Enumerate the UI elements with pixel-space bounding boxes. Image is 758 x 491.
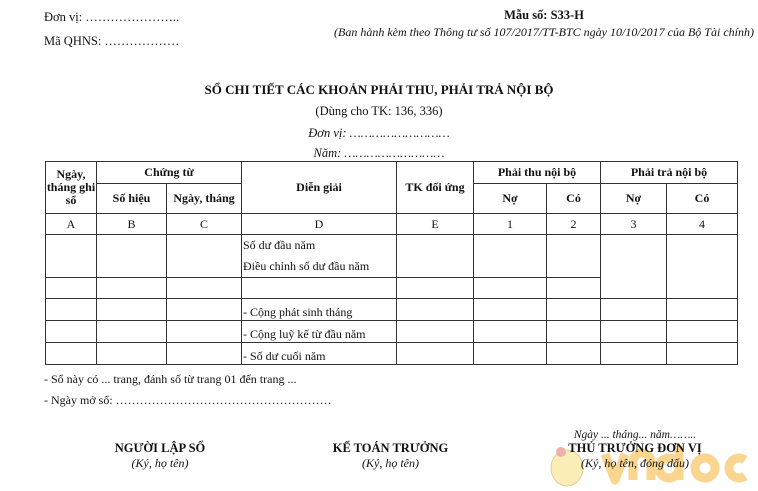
cell[interactable] [167, 321, 242, 343]
cell[interactable] [46, 343, 97, 365]
form-number: Mẫu số: S33-H [504, 8, 584, 22]
decree-reference: (Ban hành kèm theo Thông tư số 107/2017/TT-BTC ngày 10/10/2017 của Bộ Tài chính) [334, 25, 754, 39]
table-row [46, 321, 738, 343]
cell[interactable] [474, 321, 547, 343]
cell[interactable] [397, 321, 474, 343]
cell[interactable] [474, 299, 547, 321]
cell[interactable] [547, 343, 601, 365]
opening-adjustment-label: Điều chỉnh số dư đầu năm [243, 259, 370, 273]
cell[interactable] [97, 299, 167, 321]
table-row [46, 235, 738, 278]
col-letter: C [167, 214, 242, 235]
cell[interactable] [667, 321, 738, 343]
cell[interactable] [97, 278, 167, 299]
cell[interactable] [46, 321, 97, 343]
unit-line: Đơn vị: ……………………… [308, 126, 450, 140]
cell[interactable] [397, 278, 474, 299]
accountant-signature [318, 441, 463, 471]
unit-label: Đơn vị: ………………….. [44, 10, 180, 24]
cell[interactable] [667, 343, 738, 365]
col-letter: D [242, 214, 397, 235]
head-title: THỦ TRƯỞNG ĐƠN VỊ [568, 441, 702, 455]
closing-balance-label: - Số dư cuối năm [242, 343, 397, 365]
cell[interactable] [167, 235, 242, 278]
page-title: SỔ CHI TIẾT CÁC KHOẢN PHẢI THU, PHẢI TRẢ NỘI BỘ [204, 82, 554, 97]
year-line: Năm: ……………………… [313, 146, 445, 160]
cell[interactable] [667, 235, 738, 299]
cell[interactable] [601, 299, 667, 321]
cell[interactable] [397, 235, 474, 278]
cell[interactable] [97, 235, 167, 278]
cell[interactable] [46, 278, 97, 299]
cell[interactable] [474, 278, 547, 299]
head-note: (Ký, họ tên, đóng dấu) [581, 456, 689, 470]
col-letter: E [397, 214, 474, 235]
cell[interactable] [46, 299, 97, 321]
header-receivable-debit: Nợ [474, 184, 547, 214]
cell[interactable] [397, 299, 474, 321]
header-payable-debit: Nợ [601, 184, 667, 214]
qhns-label: Mã QHNS: ……………… [44, 34, 180, 48]
head-date: Ngày ... tháng... năm…….. [573, 429, 697, 441]
header-receivable-credit: Có [547, 184, 601, 214]
cell[interactable] [667, 299, 738, 321]
cell[interactable] [547, 278, 601, 299]
preparer-title: NGƯỜI LẬP SỔ [114, 441, 206, 455]
preparer-note: (Ký, họ tên) [131, 456, 189, 470]
table-row [46, 299, 738, 321]
cell[interactable] [167, 278, 242, 299]
description-cell[interactable] [242, 278, 397, 299]
head-signature [545, 429, 725, 471]
accountant-title: KẾ TOÁN TRƯỞNG [332, 441, 449, 455]
cell[interactable] [167, 299, 242, 321]
header-voucher-date: Ngày, tháng [167, 184, 242, 214]
header-voucher-no: Số hiệu [97, 184, 167, 214]
page-count-note: - Sổ này có ... trang, đánh số từ trang 01 đến trang ... [44, 372, 297, 386]
cell[interactable] [601, 235, 667, 299]
opening-balance-label: Số dư đầu năm [243, 238, 316, 252]
col-letter: B [97, 214, 167, 235]
cell[interactable] [474, 235, 547, 278]
col-letter: A [46, 214, 97, 235]
cell[interactable] [547, 321, 601, 343]
cell[interactable] [601, 343, 667, 365]
cell[interactable] [97, 343, 167, 365]
cell[interactable] [167, 343, 242, 365]
cell[interactable] [547, 299, 601, 321]
monthly-total-label: - Cộng phát sinh tháng [242, 299, 397, 321]
cell[interactable] [97, 321, 167, 343]
preparer-signature [95, 441, 225, 471]
cell[interactable] [601, 321, 667, 343]
account-subtitle: (Dùng cho TK: 136, 336) [315, 104, 443, 118]
header-voucher: Chứng từ [97, 162, 242, 184]
description-cell [242, 235, 397, 278]
cell[interactable] [474, 343, 547, 365]
cumulative-total-label: - Cộng luỹ kế từ đầu năm [242, 321, 397, 343]
header-description: Diễn giải [242, 162, 397, 214]
col-letter: 2 [547, 214, 601, 235]
ledger-table [45, 161, 738, 365]
accountant-note: (Ký, họ tên) [362, 456, 419, 470]
open-date-note: - Ngày mở sổ: ……………………………………………… [44, 393, 332, 407]
col-letter: 1 [474, 214, 547, 235]
col-letter: 3 [601, 214, 667, 235]
cell[interactable] [397, 343, 474, 365]
header-account: TK đối ứng [397, 162, 474, 214]
table-row [46, 343, 738, 365]
col-letter: 4 [667, 214, 738, 235]
header-receivable: Phải thu nội bộ [474, 162, 601, 184]
header-payable-credit: Có [667, 184, 738, 214]
header-payable: Phải trả nội bộ [601, 162, 738, 184]
cell[interactable] [46, 235, 97, 278]
header-date: Ngày, tháng ghi sổ [46, 162, 97, 214]
cell[interactable] [547, 235, 601, 278]
